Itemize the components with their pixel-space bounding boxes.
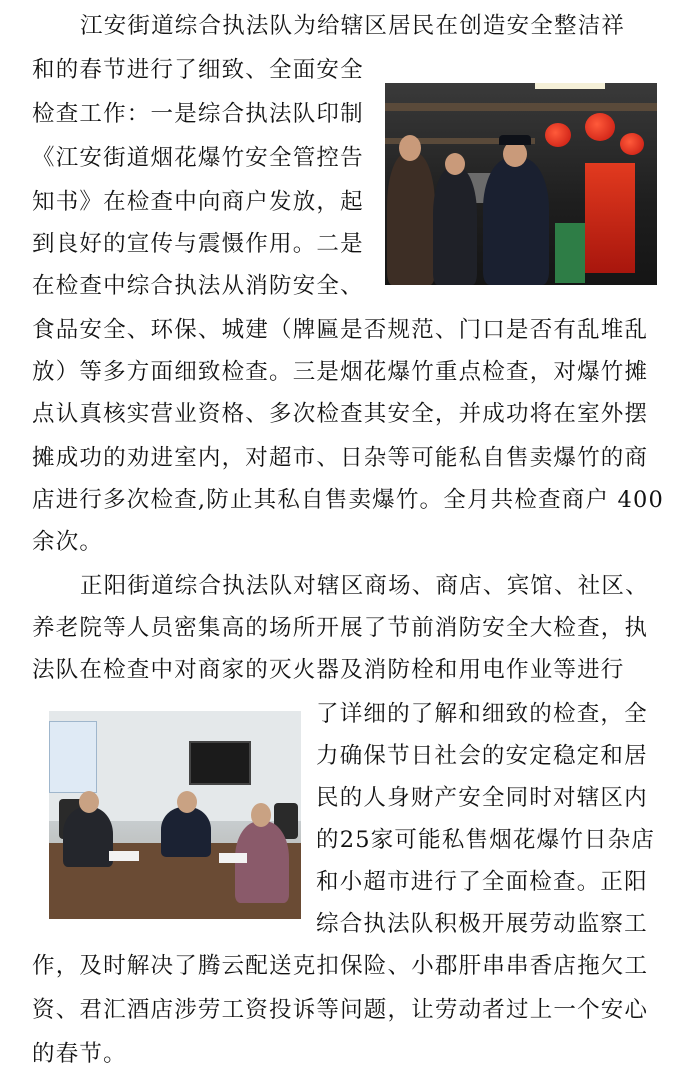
paragraph-1-line-10: 点认真核实营业资格、多次检查其安全，并成功将在室外摆 (32, 401, 649, 427)
officer-head (177, 791, 197, 813)
wall-tv (189, 741, 251, 785)
paragraph-2-line-9: 综合执法队积极开展劳动监察工 (316, 911, 648, 937)
paragraph-2-line-12: 的春节。 (32, 1041, 127, 1067)
red-lantern (545, 123, 571, 147)
firework-stack (585, 163, 635, 273)
paper (109, 851, 139, 861)
paragraph-1-line-11: 摊成功的劝进室内，对超市、日杂等可能私自售卖爆竹的商 (32, 445, 649, 471)
person-head (251, 803, 271, 827)
paragraph-1-line-2: 和的春节进行了细致、全面安全 (32, 57, 364, 83)
paragraph-2-line-11: 资、君汇酒店涉劳工资投诉等问题，让劳动者过上一个安心 (32, 997, 649, 1023)
paragraph-1-line-8: 食品安全、环保、城建（牌匾是否规范、门口是否有乱堆乱 (32, 317, 649, 343)
red-lantern (620, 133, 644, 155)
paper (219, 853, 247, 863)
paragraph-2-line-6: 民的人身财产安全同时对辖区内 (316, 785, 648, 811)
person (63, 807, 113, 867)
shelf (385, 103, 657, 111)
goods-stack (555, 223, 585, 283)
paragraph-2-line-2: 养老院等人员密集高的场所开展了节前消防安全大检查，执 (32, 615, 649, 641)
notice-board (49, 721, 97, 793)
person-head (399, 135, 421, 161)
person (433, 168, 477, 285)
officer (161, 807, 211, 857)
paragraph-2-line-10: 作，及时解决了腾云配送克扣保险、小郡肝串串香店拖欠工 (32, 953, 649, 979)
office-inspection-photo (49, 711, 301, 919)
paragraph-1-line-1: 江安街道综合执法队为给辖区居民在创造安全整洁祥 (80, 13, 626, 39)
paragraph-1-line-12: 店进行多次检查,防止其私自售卖爆竹。全月共检查商户 400 (32, 487, 665, 513)
ceiling-light (535, 83, 605, 89)
red-lantern (585, 113, 615, 141)
paragraph-1-line-6: 到良好的宣传与震慑作用。二是 (32, 231, 364, 257)
paragraph-2-line-8: 和小超市进行了全面检查。正阳 (316, 869, 648, 895)
officer-cap (499, 135, 531, 145)
person-head (445, 153, 465, 175)
paragraph-2-line-3: 法队在检查中对商家的灭火器及消防栓和用电作业等进行 (32, 657, 625, 683)
person (387, 153, 435, 285)
paragraph-2-line-1: 正阳街道综合执法队对辖区商场、商店、宾馆、社区、 (80, 573, 649, 599)
person-head (79, 791, 99, 813)
officer (483, 158, 549, 285)
paragraph-1-line-3: 检查工作：一是综合执法队印制 (32, 101, 364, 127)
paragraph-2-line-7: 的25家可能私售烟花爆竹日杂店 (316, 827, 656, 853)
paragraph-1-line-5: 知书》在检查中向商户发放，起 (32, 189, 364, 215)
shop-inspection-photo (385, 83, 657, 285)
paragraph-2-line-5: 力确保节日社会的安定稳定和居 (316, 743, 648, 769)
paragraph-1-line-13: 余次。 (32, 529, 104, 555)
paragraph-1-line-9: 放）等多方面细致检查。三是烟花爆竹重点检查，对爆竹摊 (32, 359, 649, 385)
paragraph-1-line-7: 在检查中综合执法从消防安全、 (32, 273, 364, 299)
paragraph-1-line-4: 《江安街道烟花爆竹安全管控告 (32, 145, 364, 171)
paragraph-2-line-4: 了详细的了解和细致的检查，全 (316, 701, 648, 727)
